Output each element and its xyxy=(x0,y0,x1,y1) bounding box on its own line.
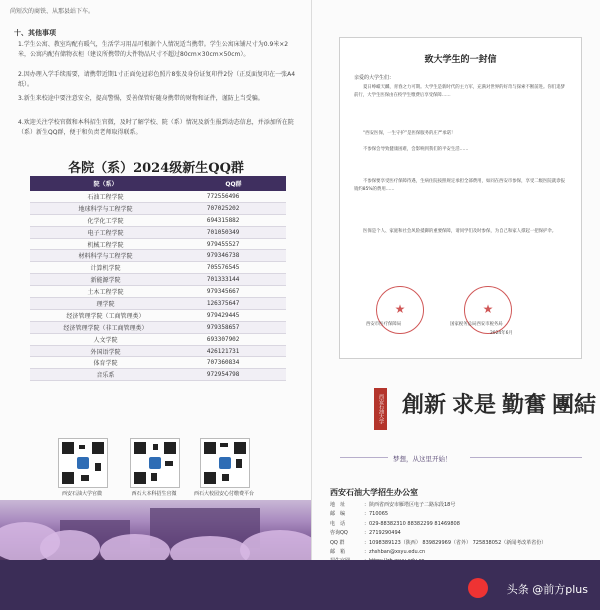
toutiao-logo-icon xyxy=(468,578,488,598)
letter-paragraph-5: 医保是个人、家庭和社会风险抵御的重要保障，请同学们及时参保，为自己和家人撑起一把保护伞。 xyxy=(363,229,557,234)
contact-address xyxy=(330,501,590,510)
contact-phone xyxy=(330,520,590,529)
department-cell: 新能源学院 xyxy=(30,274,181,286)
signature-medical-bureau: 西安市医疗保障局 xyxy=(366,322,402,327)
letter-paragraph-1: 夏日峥嵘天麟，青春之力可期。大学生是新时代的主力军，充满对世界的好奇与探索不断前进。你们追梦前行，大学生医保由在校学生缴费后享受保障…… xyxy=(354,85,565,98)
qq-number-cell[interactable]: 707025202 xyxy=(181,202,286,214)
department-cell: 音乐系 xyxy=(30,369,181,381)
official-wechat-qr-code[interactable] xyxy=(58,438,108,488)
department-cell: 计算机学院 xyxy=(30,262,181,274)
table-row xyxy=(30,321,286,333)
slogan-line-left xyxy=(340,457,388,458)
top-line-text: 尚短次的商铁、从那县站下车。 xyxy=(10,8,95,15)
qq-number-cell[interactable]: 979455527 xyxy=(181,238,286,250)
letter-card xyxy=(339,37,582,359)
payment-logo-icon xyxy=(219,457,231,469)
table-row xyxy=(30,202,286,214)
qq-group-table xyxy=(30,176,286,381)
official-stamp-left: ★ xyxy=(376,286,424,334)
letter-paragraph-3: 不参保会导致健康困难，会影响到我们的平安生活…… xyxy=(363,147,469,152)
letter-title: 致大学生的一封信 xyxy=(424,55,497,65)
qq-number-cell[interactable]: 126375647 xyxy=(181,298,286,310)
qq-number-cell[interactable]: 694315882 xyxy=(181,214,286,226)
letter-paragraph-2: “西安医保，一生守护”是医保服务的庄严承诺！ xyxy=(363,131,456,136)
table-row xyxy=(30,309,286,321)
contact-label: 邮 箱 xyxy=(330,548,346,555)
email-link[interactable]: ：zhshban@xsyu.edu.cn xyxy=(364,548,426,555)
qq-number-cell[interactable]: 972954798 xyxy=(181,369,286,381)
header-qq: QQ群 xyxy=(181,176,286,191)
admissions-wechat-qr-code[interactable] xyxy=(130,438,180,488)
contact-label: QQ 群 xyxy=(330,539,345,546)
qq-number-cell[interactable]: 772556496 xyxy=(181,191,286,202)
official-stamp-right: ★ xyxy=(464,286,512,334)
qq-number-cell[interactable]: 979358657 xyxy=(181,321,286,333)
contact-label: 邮 编 xyxy=(330,511,346,518)
qr-caption-admissions: 西石大本科招生官微 xyxy=(131,491,177,497)
contact-value[interactable]: ：029-88382310 88382299 81469808 xyxy=(364,520,460,527)
department-cell: 理学院 xyxy=(30,298,181,310)
contact-value: ：陕西省西安市雁塔区电子二路东段18号 xyxy=(364,502,456,508)
paragraph-3: 3.新生来校途中要注意安全，提高警惕，妥善保管好随身携带的财物和证件，谨防上当受骗。 xyxy=(18,95,264,102)
letter-paragraph-4: 不参保要享受医疗保障待遇，生病住院按照规定承担全部费用，如同在西安市参保，享受二级医院就诊报销约85%的费用…… xyxy=(354,179,565,192)
table-row xyxy=(30,357,286,369)
wechat-logo-icon xyxy=(149,457,161,469)
contact-value[interactable]: ：2719290494 xyxy=(364,530,401,537)
table-row xyxy=(30,214,286,226)
paragraph-1: 1.学生公寓、教室均配有暖气，生活学习用品可根据个人情况适当携带。学生公寓床铺尺寸为0.9米×2米，公寓内配有储物衣柜（建议所携带的大件物品尺寸不超过80cm×30cm×50cm）。 xyxy=(18,41,289,58)
contact-label: 电 话 xyxy=(330,520,346,527)
department-cell: 化学化工学院 xyxy=(30,214,181,226)
qq-number-cell[interactable]: 979345667 xyxy=(181,286,286,298)
table-row xyxy=(30,274,286,286)
contact-value[interactable]: ：1098389123（陕西） 839829969（省外） 725838052（新闻考改革省份） xyxy=(364,539,547,546)
department-cell: 电子工程学院 xyxy=(30,226,181,238)
section-title: 十、其他事项 xyxy=(14,29,56,37)
qq-number-cell[interactable]: 426121731 xyxy=(181,345,286,357)
department-cell: 外国语学院 xyxy=(30,345,181,357)
department-cell: 人文学院 xyxy=(30,333,181,345)
office-name: 西安石油大学招生办公室 xyxy=(330,488,418,497)
table-row xyxy=(30,333,286,345)
department-cell: 土木工程学院 xyxy=(30,286,181,298)
letter-date: 2024年6月 xyxy=(490,331,513,336)
table-row xyxy=(30,238,286,250)
department-cell: 机械工程学院 xyxy=(30,238,181,250)
table-row xyxy=(30,250,286,262)
department-cell: 经济管理学院（工商管理类） xyxy=(30,309,181,321)
slogan-line-right xyxy=(470,457,582,458)
department-cell: 体育学院 xyxy=(30,357,181,369)
table-row xyxy=(30,226,286,238)
contact-label: 地 址 xyxy=(330,502,346,508)
qq-number-cell[interactable]: 979429445 xyxy=(181,309,286,321)
table-row xyxy=(30,286,286,298)
wechat-logo-icon xyxy=(77,457,89,469)
department-cell: 经济管理学院（非工商管理类） xyxy=(30,321,181,333)
signature-tax-bureau: 国家税务总局西安市税务局 xyxy=(450,322,503,327)
motto-qinfen: 勤奮 xyxy=(502,392,547,418)
header-department: 院（系） xyxy=(30,176,181,191)
qq-number-cell[interactable]: 707360834 xyxy=(181,357,286,369)
paragraph-4: 4.欢迎关注学校官微和本科招生官微，及时了解学校、院（系）情况及新生报到动态信息，并添加所在院（系）新生QQ群，便于和负责老师取得联系。 xyxy=(18,119,294,136)
contact-consult-qq xyxy=(330,529,590,538)
qr-caption-payment: 西石大校园安心付缴费平台 xyxy=(193,491,254,497)
qq-number-cell[interactable]: 701050349 xyxy=(181,226,286,238)
qq-number-cell[interactable]: 979346738 xyxy=(181,250,286,262)
table-row xyxy=(30,345,286,357)
contact-qq-groups xyxy=(330,539,590,548)
campus-photo xyxy=(0,500,312,560)
department-cell: 地球科学与工程学院 xyxy=(30,202,181,214)
contact-email xyxy=(330,548,590,557)
motto-chuangxin: 創新 xyxy=(402,392,447,418)
letter-greeting: 亲爱的大学生们： xyxy=(354,75,395,81)
contact-postcode xyxy=(330,510,590,519)
motto-tuanjie: 團結 xyxy=(552,392,597,418)
qq-number-cell[interactable]: 693307902 xyxy=(181,333,286,345)
table-row xyxy=(30,369,286,381)
paragraph-2: 2.因办理入学手续需要，请携带近期1寸正面免冠彩色照片8张及身份证复印件2份（正反面复印在一张A4纸）。 xyxy=(18,71,296,88)
table-row xyxy=(30,191,286,202)
table-row xyxy=(30,262,286,274)
calligraphy-seal: 西安石油大学 xyxy=(374,388,387,430)
qq-number-cell[interactable]: 705576545 xyxy=(181,262,286,274)
department-cell: 石油工程学院 xyxy=(30,191,181,202)
qq-group-title: 各院（系）2024级新生QQ群 xyxy=(68,161,244,176)
qq-number-cell[interactable]: 701333144 xyxy=(181,274,286,286)
slogan-text: 梦想，从这里开始！ xyxy=(393,455,452,463)
motto-qiushi: 求是 xyxy=(452,392,497,418)
table-row xyxy=(30,298,286,310)
payment-platform-qr-code[interactable] xyxy=(200,438,250,488)
contact-value: ：710065 xyxy=(364,511,389,518)
department-cell: 材料科学与工程学院 xyxy=(30,250,181,262)
contact-label: 咨询QQ xyxy=(330,530,348,537)
qr-caption-official: 西安石油大学官微 xyxy=(61,491,102,497)
watermark-text[interactable]: 头条 @前方plus xyxy=(506,583,588,596)
contact-block xyxy=(330,487,590,567)
